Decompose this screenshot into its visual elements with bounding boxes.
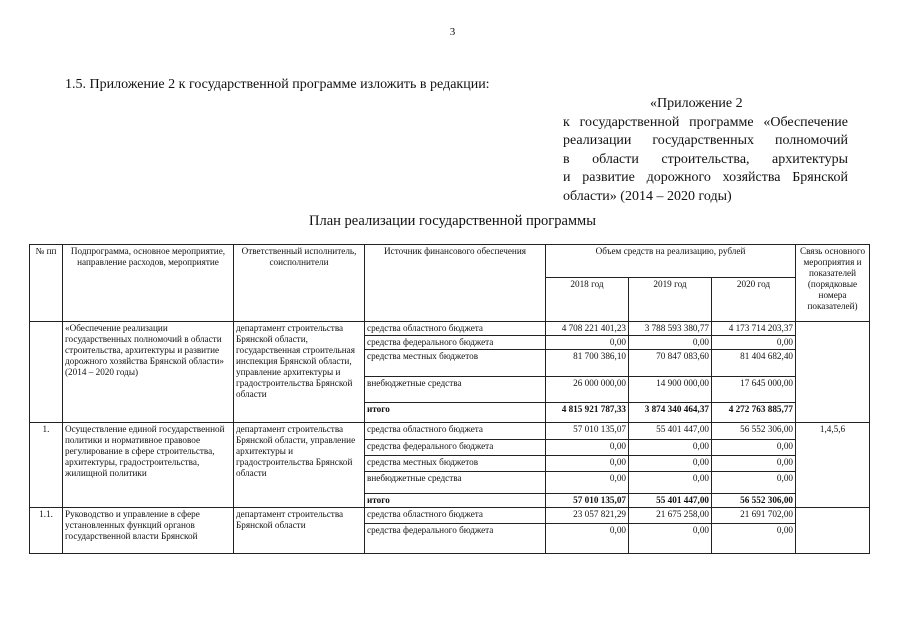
- value-2019-cell: 14 900 000,00: [629, 377, 712, 403]
- value-2018-cell: 0,00: [546, 456, 629, 472]
- value-2020-cell: 0,00: [712, 456, 796, 472]
- value-2018-cell: 0,00: [546, 524, 629, 554]
- link-cell: [796, 322, 870, 423]
- value-2020-cell: 4 272 763 885,77: [712, 403, 796, 423]
- appendix-line: области» (2014 – 2020 годы): [563, 188, 732, 204]
- source-cell: внебюджетные средства: [365, 472, 546, 494]
- value-2020-cell: 56 552 306,00: [712, 494, 796, 508]
- source-cell: итого: [365, 494, 546, 508]
- value-2018-cell: 0,00: [546, 336, 629, 350]
- row-executor: департамент строительства Брянской области, государственная строительная инспекция Брянской области, управление архитектуры и градостроительства Брянской области: [234, 322, 365, 423]
- value-2020-cell: 56 552 306,00: [712, 423, 796, 440]
- link-cell: [796, 508, 870, 554]
- value-2019-cell: 3 788 593 380,77: [629, 322, 712, 336]
- source-cell: внебюджетные средства: [365, 377, 546, 403]
- value-2018-cell: 26 000 000,00: [546, 377, 629, 403]
- value-2020-cell: 81 404 682,40: [712, 350, 796, 377]
- source-cell: средства областного бюджета: [365, 508, 546, 524]
- source-cell: средства областного бюджета: [365, 423, 546, 440]
- value-2018-cell: 57 010 135,07: [546, 494, 629, 508]
- row-title: Осуществление единой государственной политики и нормативное правовое регулирование в сфере строительства, архитектуры, градостроительства, жилищной политики: [63, 423, 234, 508]
- page-number: 3: [449, 26, 456, 38]
- appendix-line: реализации государственных полномочий: [563, 133, 848, 148]
- value-2019-cell: 55 401 447,00: [629, 494, 712, 508]
- appendix-line: «Приложение 2: [650, 96, 743, 111]
- value-2019-cell: 0,00: [629, 440, 712, 456]
- appendix-line: и развитие дорожного хозяйства Брянской: [563, 170, 848, 185]
- value-2019-cell: 70 847 083,60: [629, 350, 712, 377]
- amendment-heading: 1.5. Приложение 2 к государственной программе изложить в редакции:: [65, 77, 490, 92]
- value-2020-cell: 0,00: [712, 336, 796, 350]
- header-num: № пп: [30, 245, 63, 322]
- link-cell: 1,4,5,6: [796, 423, 870, 508]
- table-row: [30, 508, 870, 524]
- value-2020-cell: 0,00: [712, 472, 796, 494]
- value-2018-cell: 0,00: [546, 472, 629, 494]
- row-number: 1.: [30, 423, 63, 508]
- source-cell: средства местных бюджетов: [365, 456, 546, 472]
- value-2018-cell: 81 700 386,10: [546, 350, 629, 377]
- source-cell: средства федерального бюджета: [365, 336, 546, 350]
- appendix-line: в области строительства, архитектуры: [563, 151, 848, 167]
- source-cell: средства областного бюджета: [365, 322, 546, 336]
- value-2018-cell: 4 815 921 787,33: [546, 403, 629, 423]
- value-2018-cell: 57 010 135,07: [546, 423, 629, 440]
- value-2020-cell: 0,00: [712, 524, 796, 554]
- row-title: «Обеспечение реализации государственных полномочий в области строительства, архитектуры и развитие дорожного хозяйства Брянской области» (2014 – 2020 годы): [63, 322, 234, 423]
- source-cell: итого: [365, 403, 546, 423]
- value-2020-cell: 0,00: [712, 440, 796, 456]
- value-2019-cell: 21 675 258,00: [629, 508, 712, 524]
- header-link: Связь основного мероприятия и показателей (порядковые номера показателей): [796, 245, 870, 322]
- value-2019-cell: 0,00: [629, 524, 712, 554]
- table-row: [30, 322, 870, 336]
- value-2020-cell: 21 691 702,00: [712, 508, 796, 524]
- row-number: 1.1.: [30, 508, 63, 554]
- header-volume: Объем средств на реализацию, рублей: [546, 245, 796, 278]
- header-year-2018: 2018 год: [546, 278, 629, 322]
- value-2018-cell: 23 057 821,29: [546, 508, 629, 524]
- plan-table: [29, 244, 870, 554]
- value-2019-cell: 0,00: [629, 472, 712, 494]
- appendix-line: к государственной программе «Обеспечение: [563, 114, 848, 130]
- table-row: [30, 423, 870, 440]
- value-2019-cell: 0,00: [629, 456, 712, 472]
- row-title: Руководство и управление в сфере установленных функций органов государственной власти Брянской: [63, 508, 234, 554]
- row-number: [30, 322, 63, 423]
- header-year-2019: 2019 год: [629, 278, 712, 322]
- row-executor: департамент строительства Брянской области: [234, 508, 365, 554]
- source-cell: средства местных бюджетов: [365, 350, 546, 377]
- value-2019-cell: 55 401 447,00: [629, 423, 712, 440]
- value-2020-cell: 4 173 714 203,37: [712, 322, 796, 336]
- source-cell: средства федерального бюджета: [365, 440, 546, 456]
- plan-title: План реализации государственной программы: [309, 213, 596, 229]
- appendix-caption: [563, 95, 848, 206]
- value-2018-cell: 0,00: [546, 440, 629, 456]
- source-cell: средства федерального бюджета: [365, 524, 546, 554]
- value-2018-cell: 4 708 221 401,23: [546, 322, 629, 336]
- row-executor: департамент строительства Брянской области, управление архитектуры и градостроительства Брянской области: [234, 423, 365, 508]
- value-2020-cell: 17 645 000,00: [712, 377, 796, 403]
- header-executor: Ответственный исполнитель, соисполнители: [234, 245, 365, 322]
- plan-table-body: [30, 322, 870, 554]
- value-2019-cell: 3 874 340 464,37: [629, 403, 712, 423]
- value-2019-cell: 0,00: [629, 336, 712, 350]
- header-subprogram: Подпрограмма, основное мероприятие, направление расходов, мероприятие: [63, 245, 234, 322]
- header-source: Источник финансового обеспечения: [365, 245, 546, 322]
- header-year-2020: 2020 год: [712, 278, 796, 322]
